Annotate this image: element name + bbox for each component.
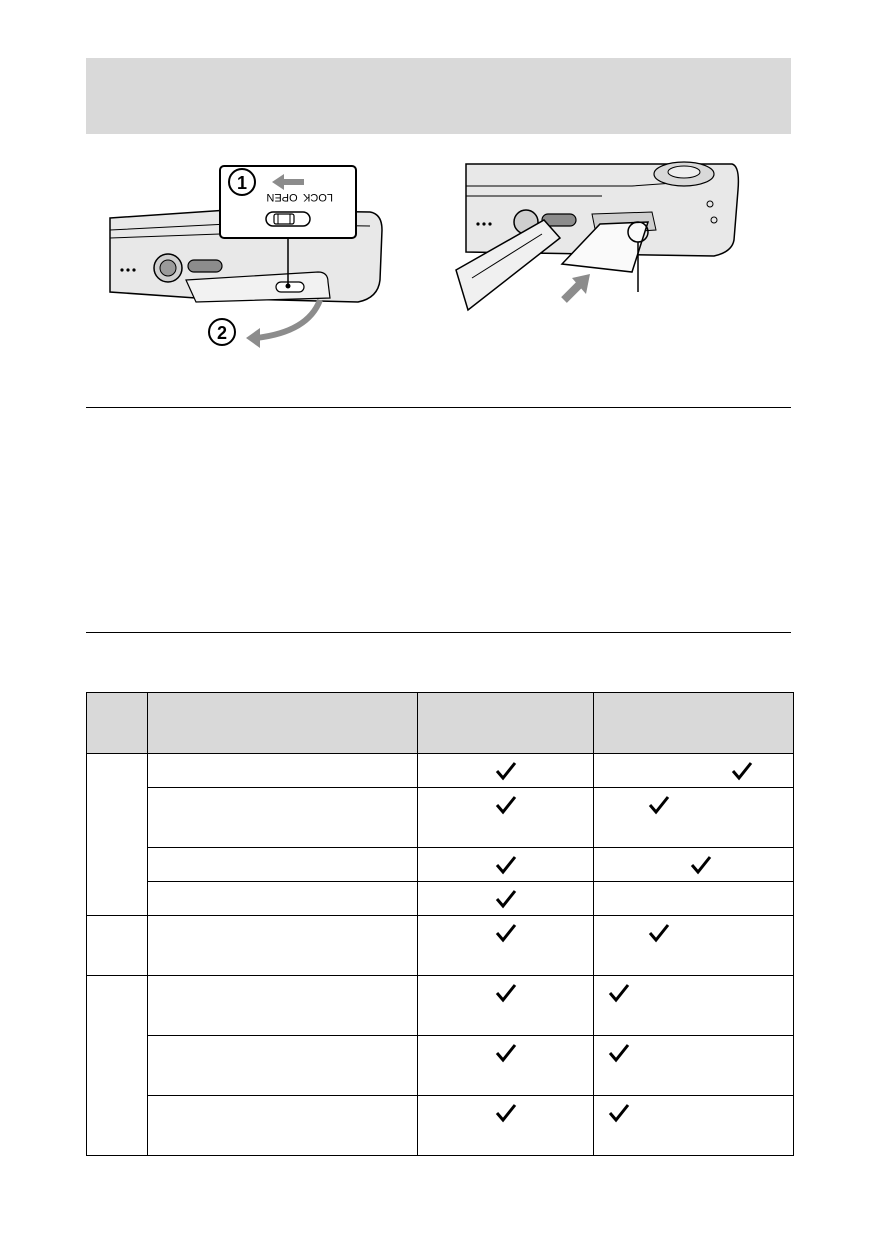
table-cell xyxy=(418,1096,594,1156)
table-row xyxy=(87,848,794,882)
table-row xyxy=(87,1036,794,1096)
table-cell xyxy=(148,916,418,976)
group-cell xyxy=(87,916,148,976)
table-row xyxy=(87,976,794,1036)
table-cell xyxy=(594,1096,794,1156)
table-cell xyxy=(148,882,418,916)
table-row xyxy=(87,1096,794,1156)
check-icon xyxy=(690,855,712,875)
divider-top xyxy=(86,407,791,408)
check-icon xyxy=(495,855,517,875)
table-row xyxy=(87,754,794,788)
group-cell xyxy=(87,754,148,916)
table-cell xyxy=(594,1036,794,1096)
check-icon xyxy=(495,889,517,909)
table-cell xyxy=(594,882,794,916)
table-cell xyxy=(148,754,418,788)
check-icon xyxy=(731,761,753,781)
table-cell xyxy=(418,976,594,1036)
table-cell xyxy=(148,788,418,848)
section-header-band xyxy=(86,58,791,134)
table-cell xyxy=(594,976,794,1036)
check-icon xyxy=(648,795,670,815)
table-cell xyxy=(594,754,794,788)
table-row xyxy=(87,916,794,976)
table-cell xyxy=(148,1036,418,1096)
table-cell xyxy=(418,882,594,916)
table-header-cell xyxy=(594,693,794,754)
check-icon xyxy=(495,983,517,1003)
table-cell xyxy=(594,916,794,976)
table-header-row xyxy=(87,693,794,754)
table-header-cell xyxy=(148,693,418,754)
table-cell xyxy=(418,916,594,976)
table-cell xyxy=(148,848,418,882)
divider-bottom xyxy=(86,632,791,633)
check-icon xyxy=(495,795,517,815)
table-row xyxy=(87,788,794,848)
table-cell xyxy=(418,754,594,788)
step-2-label: 2 xyxy=(216,323,228,343)
card-insert-illustration xyxy=(452,160,742,325)
check-icon xyxy=(608,983,630,1003)
svg-text:LOCK: LOCK xyxy=(303,191,333,203)
group-cell xyxy=(87,976,148,1156)
table-cell xyxy=(594,788,794,848)
check-icon xyxy=(608,1103,630,1123)
table-cell xyxy=(148,976,418,1036)
table-row xyxy=(87,882,794,916)
check-icon xyxy=(648,923,670,943)
table-cell xyxy=(418,788,594,848)
check-icon xyxy=(608,1043,630,1063)
svg-text:OPEN: OPEN xyxy=(266,191,298,203)
check-icon xyxy=(495,761,517,781)
check-icon xyxy=(495,1043,517,1063)
table-cell xyxy=(418,848,594,882)
cover-open-illustration xyxy=(108,160,398,355)
table-cell xyxy=(418,1036,594,1096)
table-header-cell xyxy=(87,693,148,754)
table-header-cell xyxy=(418,693,594,754)
compatibility-table xyxy=(86,692,794,1156)
check-icon xyxy=(495,923,517,943)
check-icon xyxy=(495,1103,517,1123)
table-cell xyxy=(594,848,794,882)
step-1-label: 1 xyxy=(236,173,248,193)
table-cell xyxy=(148,1096,418,1156)
